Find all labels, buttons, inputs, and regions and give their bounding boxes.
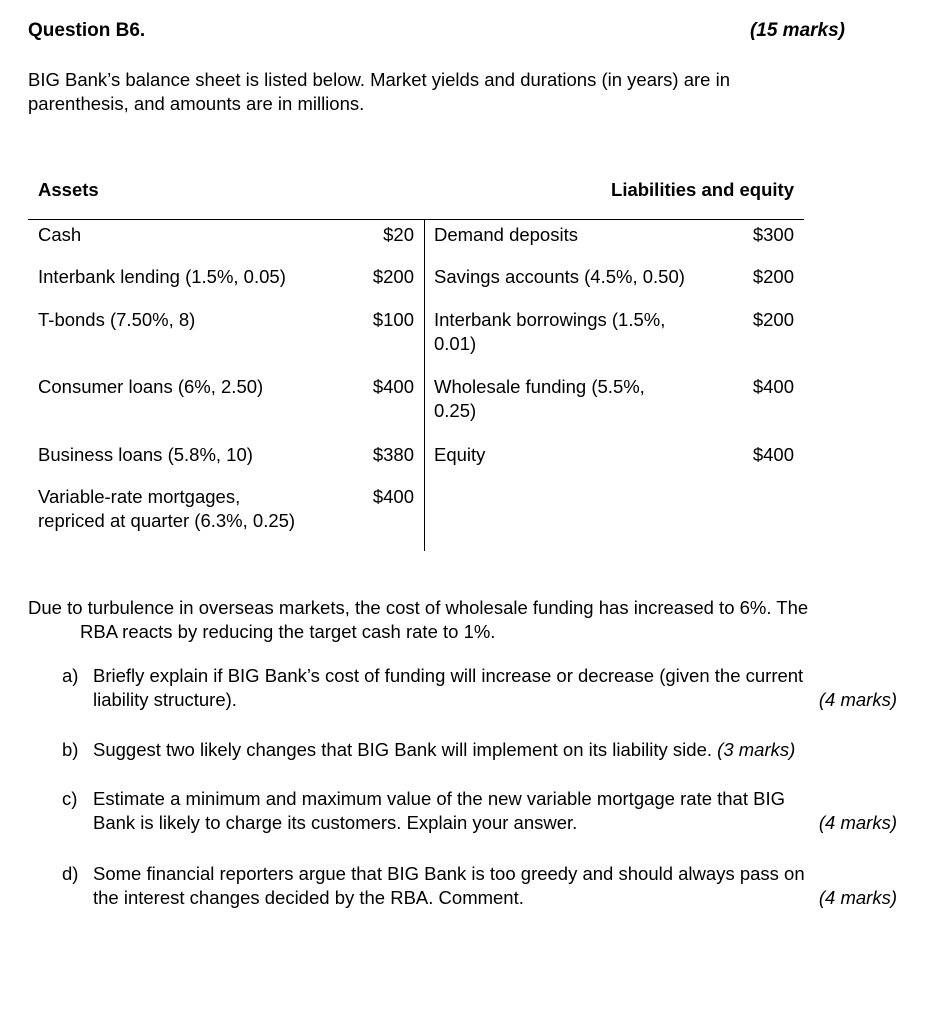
asset-amount-interbank-lending: $200 [372, 266, 414, 287]
scenario-line-2: RBA reacts by reducing the target cash rate to 1%. [80, 621, 496, 642]
liability-label-continued: 0.01) [434, 333, 477, 354]
asset-label: Consumer loans (6%, 2.50) [38, 376, 264, 397]
part-marks: (4 marks) [818, 812, 897, 833]
part-text-line-1: Some financial reporters argue that BIG Bank is too greedy and should always pass on [93, 863, 805, 884]
liability-row-interbank-borrowings [434, 308, 734, 356]
question-title: Question B6. [28, 20, 146, 41]
liabilities-header: Liabilities and equity [611, 179, 794, 200]
liability-label: Interbank borrowings (1.5%, [434, 309, 666, 330]
part-text-line-2: liability structure). [93, 689, 237, 710]
liability-label-continued: 0.25) [434, 400, 477, 421]
liability-row-savings-accounts [434, 265, 734, 289]
scenario-line-1: Due to turbulence in overseas markets, the cost of wholesale funding has increased to 6%. The [28, 597, 809, 618]
asset-label: Business loans (5.8%, 10) [38, 444, 253, 465]
part-c [62, 787, 897, 835]
part-a [62, 664, 897, 712]
balance-sheet-table [28, 175, 804, 555]
asset-row-variable-mortgages [38, 485, 358, 533]
part-marks: (4 marks) [818, 887, 897, 908]
part-letter: a) [62, 665, 79, 686]
asset-label-continued: repriced at quarter (6.3%, 0.25) [38, 510, 296, 531]
asset-amount-business-loans: $380 [372, 444, 414, 465]
liability-label: Equity [434, 444, 486, 465]
part-text-line-1: Estimate a minimum and maximum value of the new variable mortgage rate that BIG [93, 788, 785, 809]
intro-paragraph [28, 68, 848, 116]
table-header-rule [28, 219, 804, 220]
liability-row-equity [434, 443, 734, 467]
liability-amount-equity: $400 [752, 444, 794, 465]
liability-label: Wholesale funding (5.5%, [434, 376, 645, 397]
part-text-line-1 [93, 738, 897, 762]
part-text-line-2: Bank is likely to charge its customers. Explain your answer. [93, 812, 578, 833]
asset-amount-t-bonds: $100 [372, 309, 414, 330]
scenario-paragraph [28, 596, 928, 644]
liability-amount-interbank-borrowings: $200 [752, 309, 794, 330]
part-marks: (4 marks) [818, 689, 897, 710]
asset-row-cash [38, 223, 358, 247]
liability-amount-demand-deposits: $300 [752, 224, 794, 245]
part-letter: b) [62, 739, 79, 760]
asset-amount-variable-mortgages: $400 [372, 486, 414, 507]
asset-row-t-bonds [38, 308, 358, 332]
intro-line-1: BIG Bank’s balance sheet is listed below. Market yields and durations (in years) are in [28, 69, 730, 90]
asset-amount-consumer-loans: $400 [372, 376, 414, 397]
part-letter: c) [62, 788, 78, 809]
asset-row-business-loans [38, 443, 358, 467]
asset-label: Variable-rate mortgages, [38, 486, 241, 507]
liability-row-wholesale-funding [434, 375, 734, 423]
part-marks: (3 marks) [717, 739, 796, 760]
asset-label: T-bonds (7.50%, 8) [38, 309, 196, 330]
asset-label: Interbank lending (1.5%, 0.05) [38, 266, 286, 287]
part-text: Suggest two likely changes that BIG Bank will implement on its liability side. [93, 739, 713, 760]
part-b [62, 738, 897, 762]
liability-amount-wholesale-funding: $400 [752, 376, 794, 397]
asset-row-interbank-lending [38, 265, 358, 289]
part-text-line-2: the interest changes decided by the RBA. Comment. [93, 887, 524, 908]
question-total-marks: (15 marks) [749, 20, 845, 41]
assets-header: Assets [38, 179, 99, 200]
table-column-divider [424, 219, 425, 551]
asset-amount-cash: $20 [383, 224, 414, 245]
intro-line-2: parenthesis, and amounts are in millions. [28, 93, 365, 114]
liability-amount-savings-accounts: $200 [752, 266, 794, 287]
liability-row-demand-deposits [434, 223, 734, 247]
asset-row-consumer-loans [38, 375, 358, 399]
liability-label: Demand deposits [434, 224, 578, 245]
asset-label: Cash [38, 224, 82, 245]
liability-label: Savings accounts (4.5%, 0.50) [434, 266, 685, 287]
part-d [62, 862, 897, 910]
part-letter: d) [62, 863, 79, 884]
part-text-line-1: Briefly explain if BIG Bank’s cost of funding will increase or decrease (given the current [93, 665, 804, 686]
